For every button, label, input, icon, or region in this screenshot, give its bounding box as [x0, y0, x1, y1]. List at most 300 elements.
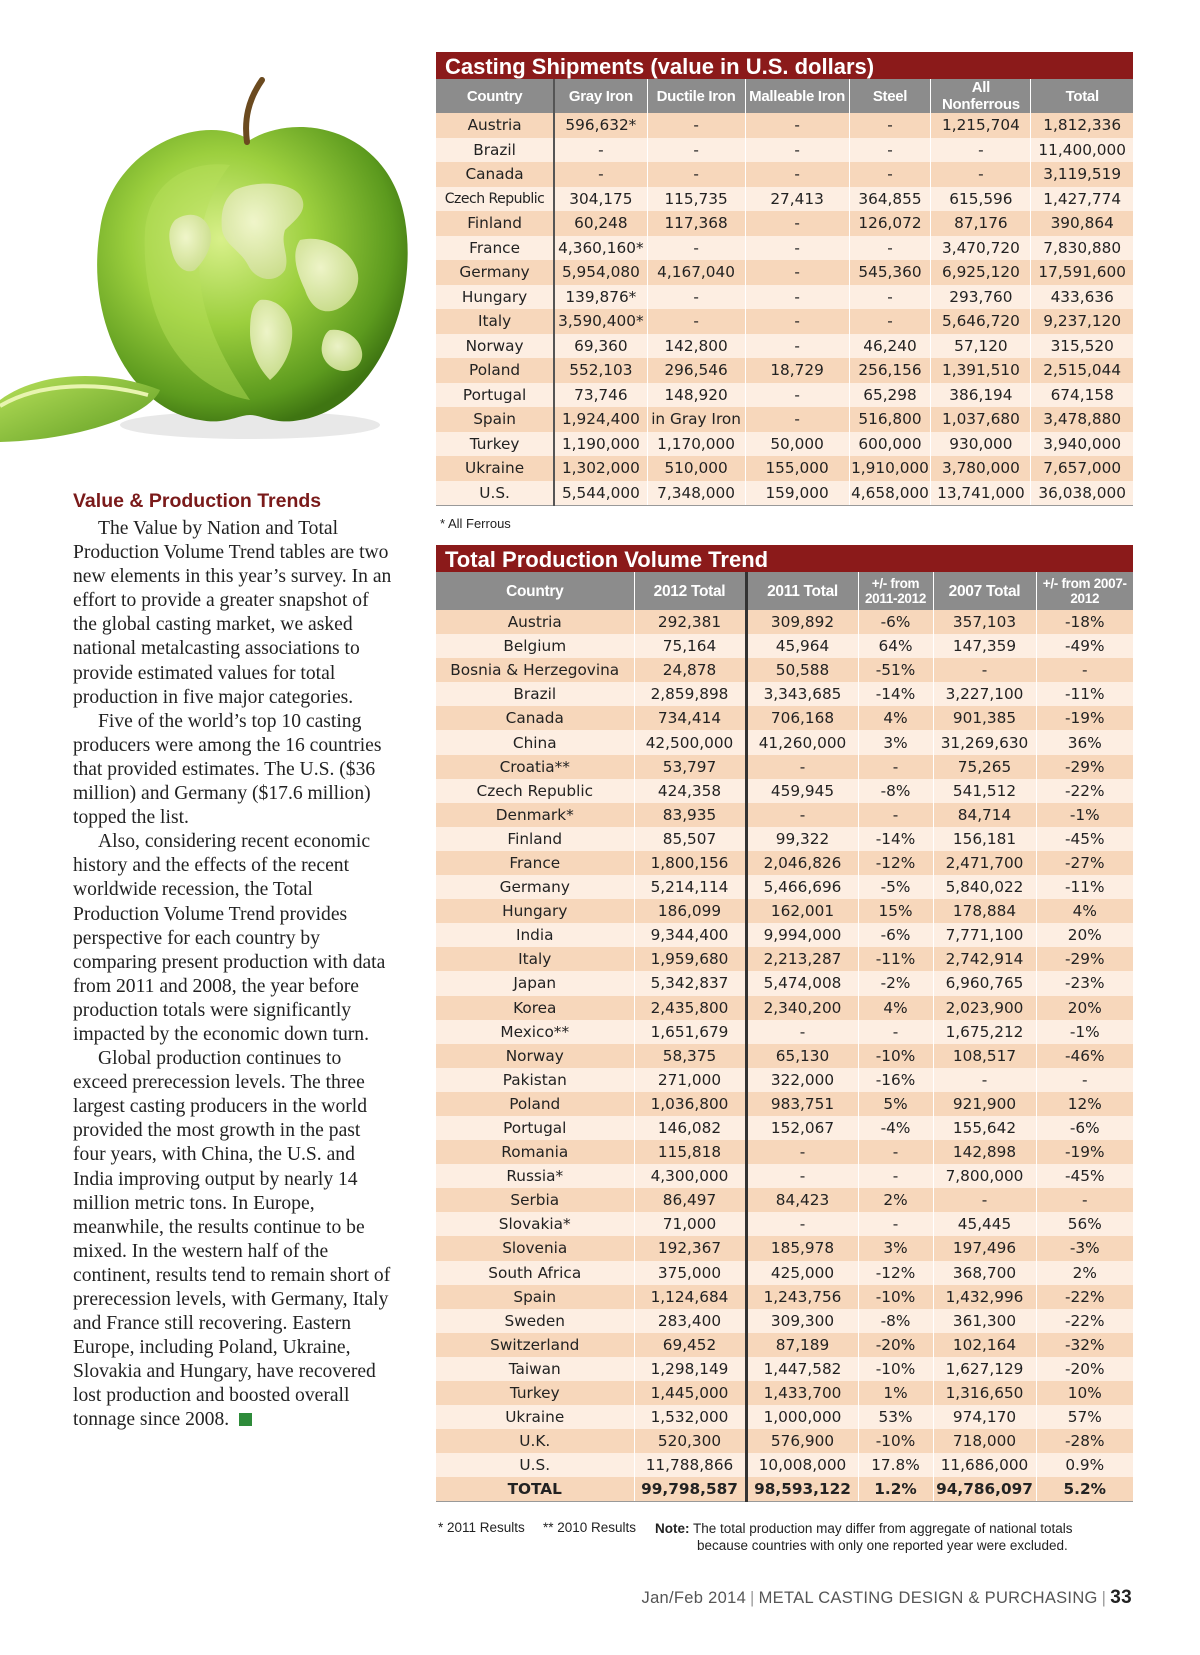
value-cell: 1,037,680	[931, 407, 1031, 432]
value-cell: 56%	[1036, 1212, 1133, 1236]
value-cell: 2,515,044	[1031, 358, 1133, 383]
value-cell: 7,771,100	[933, 923, 1036, 947]
value-cell: 2,023,900	[933, 996, 1036, 1020]
value-cell: -	[849, 113, 931, 138]
table-row	[436, 113, 1133, 138]
value-cell: 83,935	[634, 803, 746, 827]
column-header: Steel	[849, 79, 931, 113]
table-row	[436, 803, 1133, 827]
country-cell: Spain	[436, 407, 554, 432]
value-cell: -19%	[1036, 1140, 1133, 1164]
country-cell: Romania	[436, 1140, 634, 1164]
value-cell: 117,368	[647, 211, 745, 236]
value-cell: -10%	[858, 1285, 933, 1309]
value-cell: -14%	[858, 682, 933, 706]
value-cell: 368,700	[933, 1261, 1036, 1285]
value-cell: 1,243,756	[746, 1285, 858, 1309]
value-cell: 46,240	[849, 334, 931, 359]
table-row	[436, 1309, 1133, 1333]
value-cell: 11,788,866	[634, 1453, 746, 1477]
value-cell: 13,741,000	[931, 481, 1031, 506]
table-row	[436, 1188, 1133, 1212]
value-cell: 1,675,212	[933, 1020, 1036, 1044]
total-row	[436, 1477, 1133, 1501]
page-number: 33	[1110, 1587, 1132, 1608]
value-cell: -10%	[858, 1429, 933, 1453]
table-row	[436, 947, 1133, 971]
value-cell: -5%	[858, 875, 933, 899]
table-row	[436, 851, 1133, 875]
value-cell: 18,729	[745, 358, 849, 383]
table-row	[436, 383, 1133, 408]
casting-shipments-table	[436, 79, 1133, 506]
value-cell: -	[931, 138, 1031, 163]
value-cell: 718,000	[933, 1429, 1036, 1453]
value-cell: -	[858, 1164, 933, 1188]
value-cell: 6,960,765	[933, 971, 1036, 995]
table-row	[436, 682, 1133, 706]
value-cell: 433,636	[1031, 285, 1133, 310]
value-cell: 5,474,008	[746, 971, 858, 995]
value-cell: -12%	[858, 1261, 933, 1285]
value-cell: 98,593,122	[746, 1477, 858, 1501]
country-cell: Slovenia	[436, 1236, 634, 1260]
country-cell: China	[436, 730, 634, 754]
value-cell: 4,360,160*	[554, 236, 647, 261]
value-cell: 4%	[1036, 899, 1133, 923]
value-cell: 706,168	[746, 706, 858, 730]
value-cell: 155,642	[933, 1116, 1036, 1140]
footer-publication: METAL CASTING DESIGN & PURCHASING	[758, 1589, 1098, 1607]
value-cell: -	[647, 138, 745, 163]
country-cell: South Africa	[436, 1261, 634, 1285]
value-cell: 71,000	[634, 1212, 746, 1236]
value-cell: -	[745, 383, 849, 408]
value-cell: -	[745, 309, 849, 334]
value-cell: 424,358	[634, 779, 746, 803]
table-row	[436, 1236, 1133, 1260]
value-cell: 4,300,000	[634, 1164, 746, 1188]
value-cell: 1,447,582	[746, 1357, 858, 1381]
value-cell: -23%	[1036, 971, 1133, 995]
value-cell: 75,164	[634, 634, 746, 658]
value-cell: -20%	[1036, 1357, 1133, 1381]
value-cell: 4%	[858, 706, 933, 730]
value-cell: 1%	[858, 1381, 933, 1405]
value-cell: -28%	[1036, 1429, 1133, 1453]
table-row	[436, 875, 1133, 899]
value-cell: 293,760	[931, 285, 1031, 310]
value-cell: 87,176	[931, 211, 1031, 236]
page-footer	[642, 1587, 1132, 1609]
value-cell: 2,471,700	[933, 851, 1036, 875]
value-cell: 65,130	[746, 1044, 858, 1068]
value-cell: -	[554, 138, 647, 163]
value-cell: -	[745, 162, 849, 187]
value-cell: -	[745, 285, 849, 310]
value-cell: 2,213,287	[746, 947, 858, 971]
production-trend-table	[436, 572, 1133, 1502]
value-cell: -	[746, 1020, 858, 1044]
country-cell: Brazil	[436, 682, 634, 706]
value-cell: -	[745, 138, 849, 163]
value-cell: 2,859,898	[634, 682, 746, 706]
value-cell: 139,876*	[554, 285, 647, 310]
value-cell: -11%	[858, 947, 933, 971]
value-cell: 5,214,114	[634, 875, 746, 899]
value-cell: 1,215,704	[931, 113, 1031, 138]
value-cell: -11%	[1036, 875, 1133, 899]
country-cell: Austria	[436, 610, 634, 634]
value-cell: 10,008,000	[746, 1453, 858, 1477]
value-cell: 17,591,600	[1031, 260, 1133, 285]
value-cell: -	[1036, 658, 1133, 682]
value-cell: 1,391,510	[931, 358, 1031, 383]
table-row	[436, 1453, 1133, 1477]
table-row	[436, 456, 1133, 481]
value-cell: 31,269,630	[933, 730, 1036, 754]
value-cell: 930,000	[931, 432, 1031, 457]
value-cell: 87,189	[746, 1333, 858, 1357]
value-cell: 364,855	[849, 187, 931, 212]
value-cell: -	[849, 285, 931, 310]
value-cell: in Gray Iron	[647, 407, 745, 432]
column-header: Ductile Iron	[647, 79, 745, 113]
value-cell: 99,322	[746, 827, 858, 851]
value-cell: 5,544,000	[554, 481, 647, 506]
value-cell: -4%	[858, 1116, 933, 1140]
value-cell: 459,945	[746, 779, 858, 803]
value-cell: 552,103	[554, 358, 647, 383]
column-header: Country	[436, 79, 554, 113]
table-row	[436, 1068, 1133, 1092]
country-cell: Italy	[436, 947, 634, 971]
table-row	[436, 610, 1133, 634]
article-paragraph: Five of the world’s top 10 casting producers were among the 16 countries that provided estimates. The U.S. ($36 million) and Germany ($17.6 million) topped the list.	[73, 710, 382, 829]
country-cell: U.S.	[436, 481, 554, 506]
table-row	[436, 1116, 1133, 1140]
country-cell: Italy	[436, 309, 554, 334]
value-cell: 3%	[858, 730, 933, 754]
value-cell: 516,800	[849, 407, 931, 432]
country-cell: Croatia**	[436, 755, 634, 779]
value-cell: 69,452	[634, 1333, 746, 1357]
value-cell: 192,367	[634, 1236, 746, 1260]
value-cell: 69,360	[554, 334, 647, 359]
country-cell: Portugal	[436, 1116, 634, 1140]
column-header: 2011 Total	[746, 572, 858, 610]
table-row	[436, 432, 1133, 457]
country-cell: France	[436, 851, 634, 875]
value-cell: 271,000	[634, 1068, 746, 1092]
value-cell: 357,103	[933, 610, 1036, 634]
country-cell: Mexico**	[436, 1020, 634, 1044]
table-row	[436, 1044, 1133, 1068]
value-cell: 901,385	[933, 706, 1036, 730]
value-cell: 283,400	[634, 1309, 746, 1333]
value-cell: 45,964	[746, 634, 858, 658]
value-cell: 99,798,587	[634, 1477, 746, 1501]
table-row	[436, 358, 1133, 383]
country-cell: Czech Republic	[436, 187, 554, 212]
value-cell: 309,300	[746, 1309, 858, 1333]
column-header: All Nonferrous	[931, 79, 1031, 113]
value-cell: 734,414	[634, 706, 746, 730]
value-cell: -	[647, 309, 745, 334]
value-cell: -	[1036, 1188, 1133, 1212]
value-cell: 7,830,880	[1031, 236, 1133, 261]
value-cell: 2,742,914	[933, 947, 1036, 971]
table-row	[436, 236, 1133, 261]
country-cell: Slovakia*	[436, 1212, 634, 1236]
value-cell: 361,300	[933, 1309, 1036, 1333]
value-cell: 53%	[858, 1405, 933, 1429]
footnote-note	[655, 1520, 1135, 1554]
value-cell: -	[745, 236, 849, 261]
value-cell: -29%	[1036, 947, 1133, 971]
value-cell: -	[647, 162, 745, 187]
country-cell: Hungary	[436, 285, 554, 310]
country-cell: Switzerland	[436, 1333, 634, 1357]
table-row	[436, 1092, 1133, 1116]
table-row	[436, 1020, 1133, 1044]
value-cell: -	[1036, 1068, 1133, 1092]
value-cell: -12%	[858, 851, 933, 875]
country-cell: Poland	[436, 1092, 634, 1116]
value-cell: 3,940,000	[1031, 432, 1133, 457]
country-cell: Taiwan	[436, 1357, 634, 1381]
value-cell: 7,800,000	[933, 1164, 1036, 1188]
value-cell: 15%	[858, 899, 933, 923]
value-cell: 425,000	[746, 1261, 858, 1285]
end-of-article-mark	[239, 1413, 252, 1426]
value-cell: -	[858, 803, 933, 827]
value-cell: 3%	[858, 1236, 933, 1260]
value-cell: 576,900	[746, 1429, 858, 1453]
article-paragraph-last	[73, 1047, 395, 1433]
value-cell: -	[745, 211, 849, 236]
table-row	[436, 730, 1133, 754]
value-cell: 84,714	[933, 803, 1036, 827]
value-cell: 1.2%	[858, 1477, 933, 1501]
value-cell: 1,532,000	[634, 1405, 746, 1429]
table-row	[436, 1333, 1133, 1357]
value-cell: -	[554, 162, 647, 187]
value-cell: 1,427,774	[1031, 187, 1133, 212]
country-cell: Japan	[436, 971, 634, 995]
value-cell: 1,433,700	[746, 1381, 858, 1405]
table-row	[436, 407, 1133, 432]
column-header: Malleable Iron	[745, 79, 849, 113]
value-cell: 60,248	[554, 211, 647, 236]
value-cell: 197,496	[933, 1236, 1036, 1260]
table-row	[436, 1261, 1133, 1285]
value-cell: 146,082	[634, 1116, 746, 1140]
table-row	[436, 1164, 1133, 1188]
value-cell: 5,954,080	[554, 260, 647, 285]
table-row	[436, 1140, 1133, 1164]
value-cell: -49%	[1036, 634, 1133, 658]
country-cell: Turkey	[436, 432, 554, 457]
value-cell: -8%	[858, 779, 933, 803]
table-row	[436, 996, 1133, 1020]
value-cell: 10%	[1036, 1381, 1133, 1405]
value-cell: -22%	[1036, 1285, 1133, 1309]
country-cell: France	[436, 236, 554, 261]
value-cell: 64%	[858, 634, 933, 658]
value-cell: 674,158	[1031, 383, 1133, 408]
value-cell: -10%	[858, 1357, 933, 1381]
value-cell: 17.8%	[858, 1453, 933, 1477]
value-cell: -20%	[858, 1333, 933, 1357]
table-row	[436, 779, 1133, 803]
country-cell: Sweden	[436, 1309, 634, 1333]
value-cell: 309,892	[746, 610, 858, 634]
value-cell: 974,170	[933, 1405, 1036, 1429]
country-cell: TOTAL	[436, 1477, 634, 1501]
value-cell: 1,959,680	[634, 947, 746, 971]
apple-shadow	[120, 411, 380, 439]
value-cell: 159,000	[745, 481, 849, 506]
casting-shipments-title: Casting Shipments (value in U.S. dollars)	[436, 52, 1133, 79]
country-cell: Denmark*	[436, 803, 634, 827]
value-cell: 5.2%	[1036, 1477, 1133, 1501]
shipments-footnote: * All Ferrous	[440, 516, 511, 531]
table-row	[436, 309, 1133, 334]
value-cell: -	[933, 1188, 1036, 1212]
value-cell: 510,000	[647, 456, 745, 481]
article-column	[73, 490, 395, 1433]
value-cell: -2%	[858, 971, 933, 995]
article-paragraph-text: Global production continues to exceed prerecession levels. The three largest casting producers in the world provided the most growth in the past four years, with China, the U.S. and India improving output by nearly 14 million metric tons. In Europe, meanwhile, the results continue to be mixed. In the western half of the continent, results tend to remain short of prerecession levels, with Germany, Italy and France still recovering. Eastern Europe, including Poland, Ukraine, Slovakia and Hungary, have recovered lost production and boosted overall tonnage since 2008.	[73, 1048, 391, 1431]
value-cell: 1,445,000	[634, 1381, 746, 1405]
table-row	[436, 187, 1133, 212]
value-cell: 1,651,679	[634, 1020, 746, 1044]
column-header: Country	[436, 572, 634, 610]
value-cell: -27%	[1036, 851, 1133, 875]
value-cell: 9,237,120	[1031, 309, 1133, 334]
value-cell: -51%	[858, 658, 933, 682]
footnote-2010-results: ** 2010 Results	[543, 1520, 637, 1535]
value-cell: 322,000	[746, 1068, 858, 1092]
value-cell: 3,478,880	[1031, 407, 1133, 432]
table-row	[436, 481, 1133, 506]
table-row	[436, 1381, 1133, 1405]
value-cell: 5%	[858, 1092, 933, 1116]
value-cell: 7,657,000	[1031, 456, 1133, 481]
value-cell: 390,864	[1031, 211, 1133, 236]
value-cell: 304,175	[554, 187, 647, 212]
value-cell: 3,470,720	[931, 236, 1031, 261]
value-cell: 3,780,000	[931, 456, 1031, 481]
value-cell: 2,340,200	[746, 996, 858, 1020]
apple-slice	[0, 376, 160, 442]
value-cell: 65,298	[849, 383, 931, 408]
value-cell: -	[858, 1140, 933, 1164]
value-cell: -	[745, 113, 849, 138]
value-cell: -	[746, 1140, 858, 1164]
value-cell: -45%	[1036, 827, 1133, 851]
value-cell: 921,900	[933, 1092, 1036, 1116]
value-cell: 0.9%	[1036, 1453, 1133, 1477]
value-cell: 7,348,000	[647, 481, 745, 506]
value-cell: 296,546	[647, 358, 745, 383]
country-cell: India	[436, 923, 634, 947]
table-row	[436, 899, 1133, 923]
column-header: +/- from 2011-2012	[858, 572, 933, 610]
column-header: +/- from 2007-2012	[1036, 572, 1133, 610]
column-header: 2007 Total	[933, 572, 1036, 610]
country-cell: Finland	[436, 827, 634, 851]
value-cell: -	[849, 236, 931, 261]
value-cell: 86,497	[634, 1188, 746, 1212]
value-cell: 152,067	[746, 1116, 858, 1140]
value-cell: 115,818	[634, 1140, 746, 1164]
value-cell: -10%	[858, 1044, 933, 1068]
value-cell: 6,925,120	[931, 260, 1031, 285]
table-row	[436, 923, 1133, 947]
value-cell: 983,751	[746, 1092, 858, 1116]
value-cell: 147,359	[933, 634, 1036, 658]
table-row	[436, 658, 1133, 682]
value-cell: -6%	[858, 610, 933, 634]
value-cell: 57%	[1036, 1405, 1133, 1429]
footer-separator: |	[1101, 1589, 1107, 1607]
country-cell: U.K.	[436, 1429, 634, 1453]
value-cell: 5,466,696	[746, 875, 858, 899]
value-cell: 386,194	[931, 383, 1031, 408]
value-cell: 20%	[1036, 923, 1133, 947]
value-cell: -22%	[1036, 1309, 1133, 1333]
value-cell: 315,520	[1031, 334, 1133, 359]
value-cell: 84,423	[746, 1188, 858, 1212]
country-cell: Belgium	[436, 634, 634, 658]
casting-shipments-body	[436, 113, 1133, 505]
country-cell: Hungary	[436, 899, 634, 923]
value-cell: 42,500,000	[634, 730, 746, 754]
value-cell: -8%	[858, 1309, 933, 1333]
value-cell: 53,797	[634, 755, 746, 779]
green-apple-globe-illustration	[0, 70, 440, 470]
value-cell: -1%	[1036, 1020, 1133, 1044]
table-row	[436, 755, 1133, 779]
value-cell: 36,038,000	[1031, 481, 1133, 506]
country-cell: Canada	[436, 162, 554, 187]
value-cell: -16%	[858, 1068, 933, 1092]
value-cell: 12%	[1036, 1092, 1133, 1116]
value-cell: 156,181	[933, 827, 1036, 851]
table-row	[436, 162, 1133, 187]
country-cell: Ukraine	[436, 1405, 634, 1429]
casting-shipments-table-section	[436, 52, 1133, 506]
table-row	[436, 1357, 1133, 1381]
country-cell: Germany	[436, 875, 634, 899]
country-cell: Canada	[436, 706, 634, 730]
value-cell: 5,840,022	[933, 875, 1036, 899]
note-label: Note:	[655, 1521, 690, 1536]
table-row	[436, 971, 1133, 995]
value-cell: 545,360	[849, 260, 931, 285]
apple-body	[97, 127, 408, 421]
footer-separator: |	[750, 1589, 755, 1607]
value-cell: 24,878	[634, 658, 746, 682]
country-cell: Poland	[436, 358, 554, 383]
value-cell: 45,445	[933, 1212, 1036, 1236]
country-cell: Brazil	[436, 138, 554, 163]
country-cell: Pakistan	[436, 1068, 634, 1092]
value-cell: -	[858, 1212, 933, 1236]
value-cell: 5,342,837	[634, 971, 746, 995]
